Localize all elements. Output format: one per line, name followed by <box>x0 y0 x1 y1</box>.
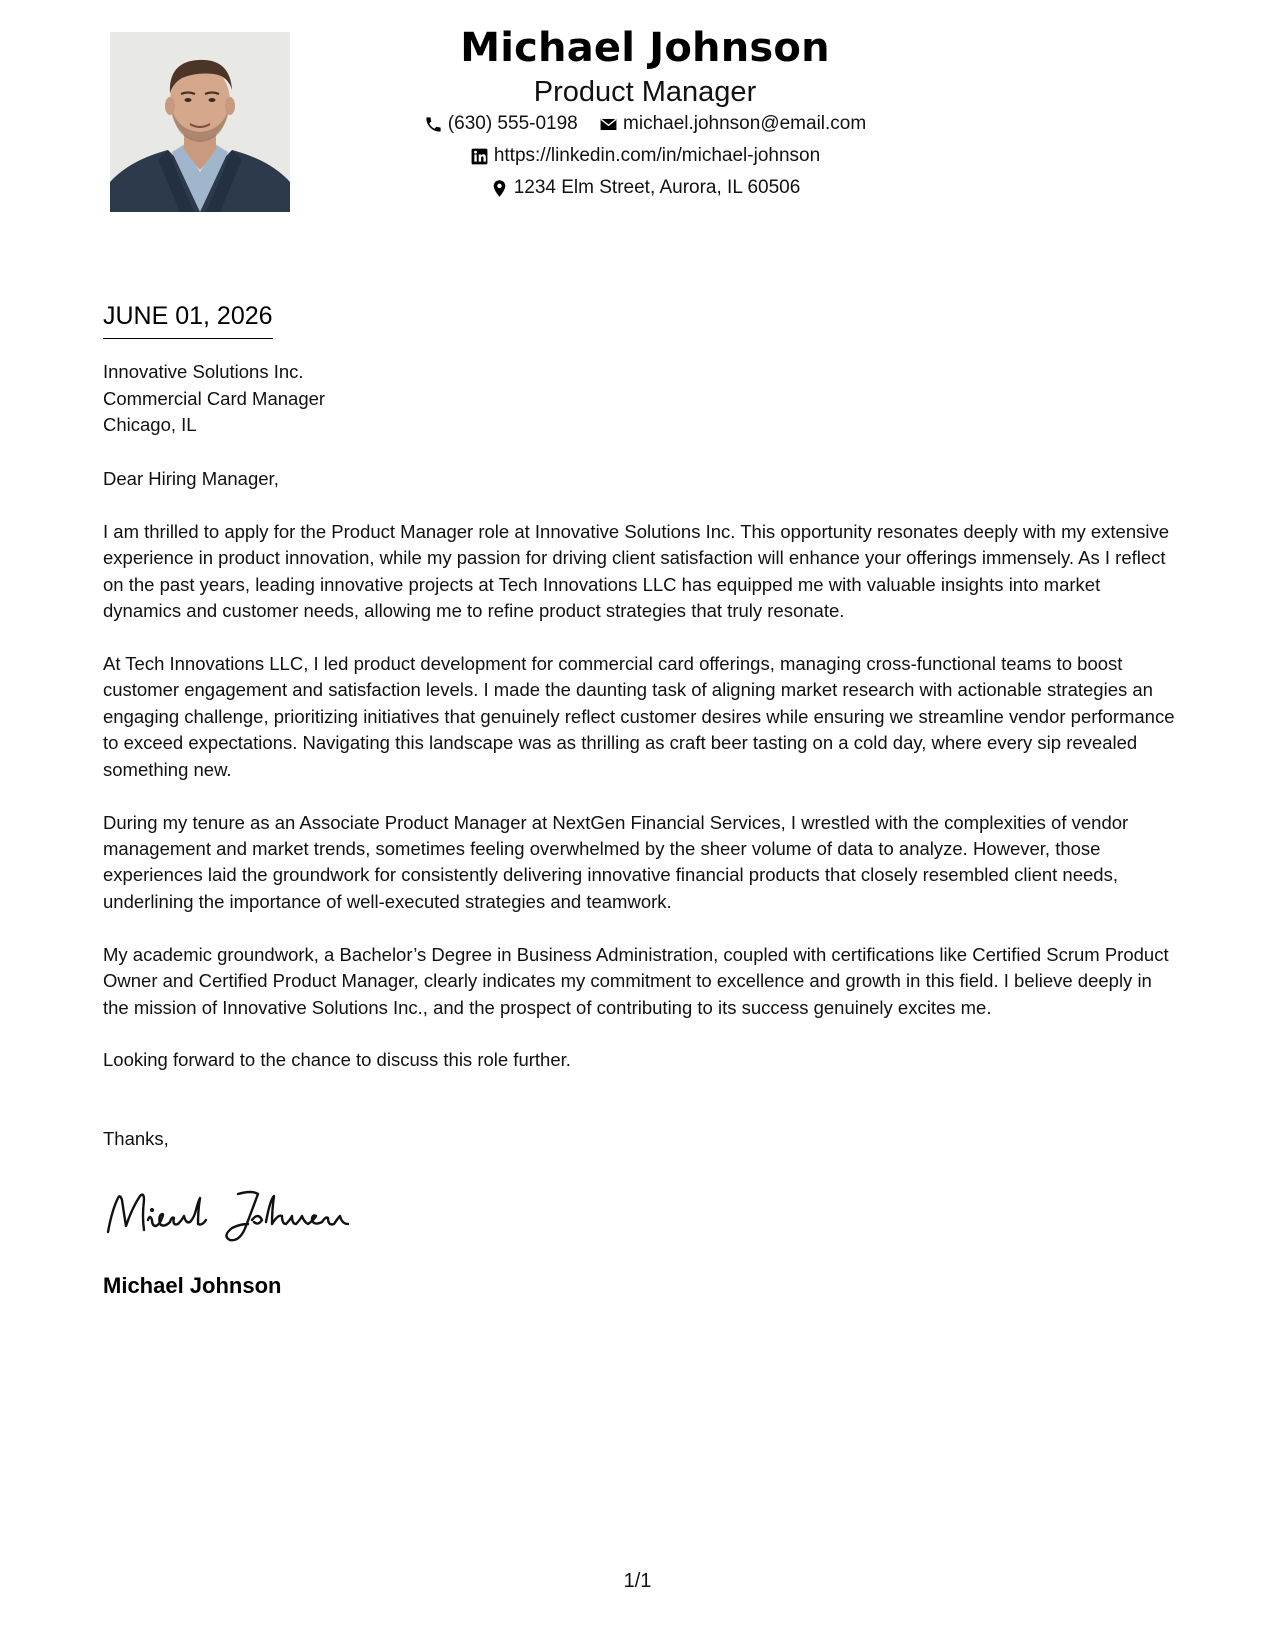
linkedin-icon <box>470 147 489 166</box>
letter-content <box>103 466 1178 1100</box>
profile-photo <box>110 32 290 212</box>
resume-header <box>300 20 990 204</box>
contact-address <box>490 172 801 204</box>
envelope-icon <box>599 115 618 134</box>
phone-text: (630) 555-0198 <box>447 113 578 134</box>
signed-name: Michael Johnson <box>103 1273 282 1298</box>
paragraph-4: My academic groundwork, a Bachelor’s Degree in Business Administration, coupled with certifications like Certified Scrum Product Owner and Certified Product Manager, clearly indicates my commitment to excellence and growth in this field. I believe deeply in the mission of Innovative Solutions Inc., and the prospect of contributing to its success genuinely excites me. <box>103 943 1169 1018</box>
contact-line-2 <box>300 140 990 172</box>
contact-line-3 <box>300 172 990 204</box>
phone-icon <box>424 115 443 134</box>
paragraph-2: At Tech Innovations LLC, I led product development for commercial card offerings, managing cross-functional teams to boost customer engagement and satisfaction levels. I made the daunting task of aligning market research with actionable strategies an engaging challenge, prioritizing initiatives that genuinely reflect customer desires while ensuring we streamline vendor performance to exceed expectations. Navigating this landscape was as thrilling as craft beer tasting on a cold day, where every sip revealed something new. <box>103 653 1175 780</box>
contact-line-1 <box>300 108 990 140</box>
salutation: Dear Hiring Manager, <box>103 468 279 489</box>
recipient-position: Commercial Card Manager <box>103 387 326 409</box>
contact-phone[interactable] <box>424 108 578 140</box>
recipient-company: Innovative Solutions Inc. <box>103 361 304 382</box>
letter-date: JUNE 01, 2026 <box>103 300 273 339</box>
closing: Thanks, <box>103 1128 169 1149</box>
contact-linkedin[interactable] <box>470 140 820 172</box>
email-text: michael.johnson@email.com <box>623 113 867 134</box>
linkedin-text: https://linkedin.com/in/michael-johnson <box>493 145 821 167</box>
handwritten-signature <box>102 1180 362 1250</box>
address-text: 1234 Elm Street, Aurora, IL 60506 <box>513 177 801 199</box>
recipient-block <box>103 359 325 439</box>
header-job-title: Product Manager <box>533 76 757 108</box>
paragraph-5: Looking forward to the chance to discuss this role further. <box>103 1049 571 1071</box>
page-number: 1/1 <box>623 1570 652 1592</box>
contact-email[interactable] <box>599 108 866 140</box>
paragraph-3: During my tenure as an Associate Product Manager at NextGen Financial Services, I wrestled with the complexities of vendor management and market trends, sometimes feeling overwhelmed by the sheer volume of data to analyze. However, those experiences laid the groundwork for consistently delivering innovative financial products that closely resembled client needs, underlining the importance of well-executed strategies and teamwork. <box>103 811 1129 912</box>
recipient-location: Chicago, IL <box>103 414 197 435</box>
map-pin-icon <box>490 179 509 198</box>
paragraph-1: I am thrilled to apply for the Product Manager role at Innovative Solutions Inc. This opportunity resonates deeply with my extensive experience in product innovation, while my passion for driving client satisfaction will enhance your offerings immensely. As I reflect on the past years, leading innovative projects at Tech Innovations LLC has equipped me with valuable insights into market dynamics and customer needs, allowing me to refine product strategies that truly resonate. <box>103 520 1170 622</box>
header-name: Michael Johnson <box>460 25 830 71</box>
